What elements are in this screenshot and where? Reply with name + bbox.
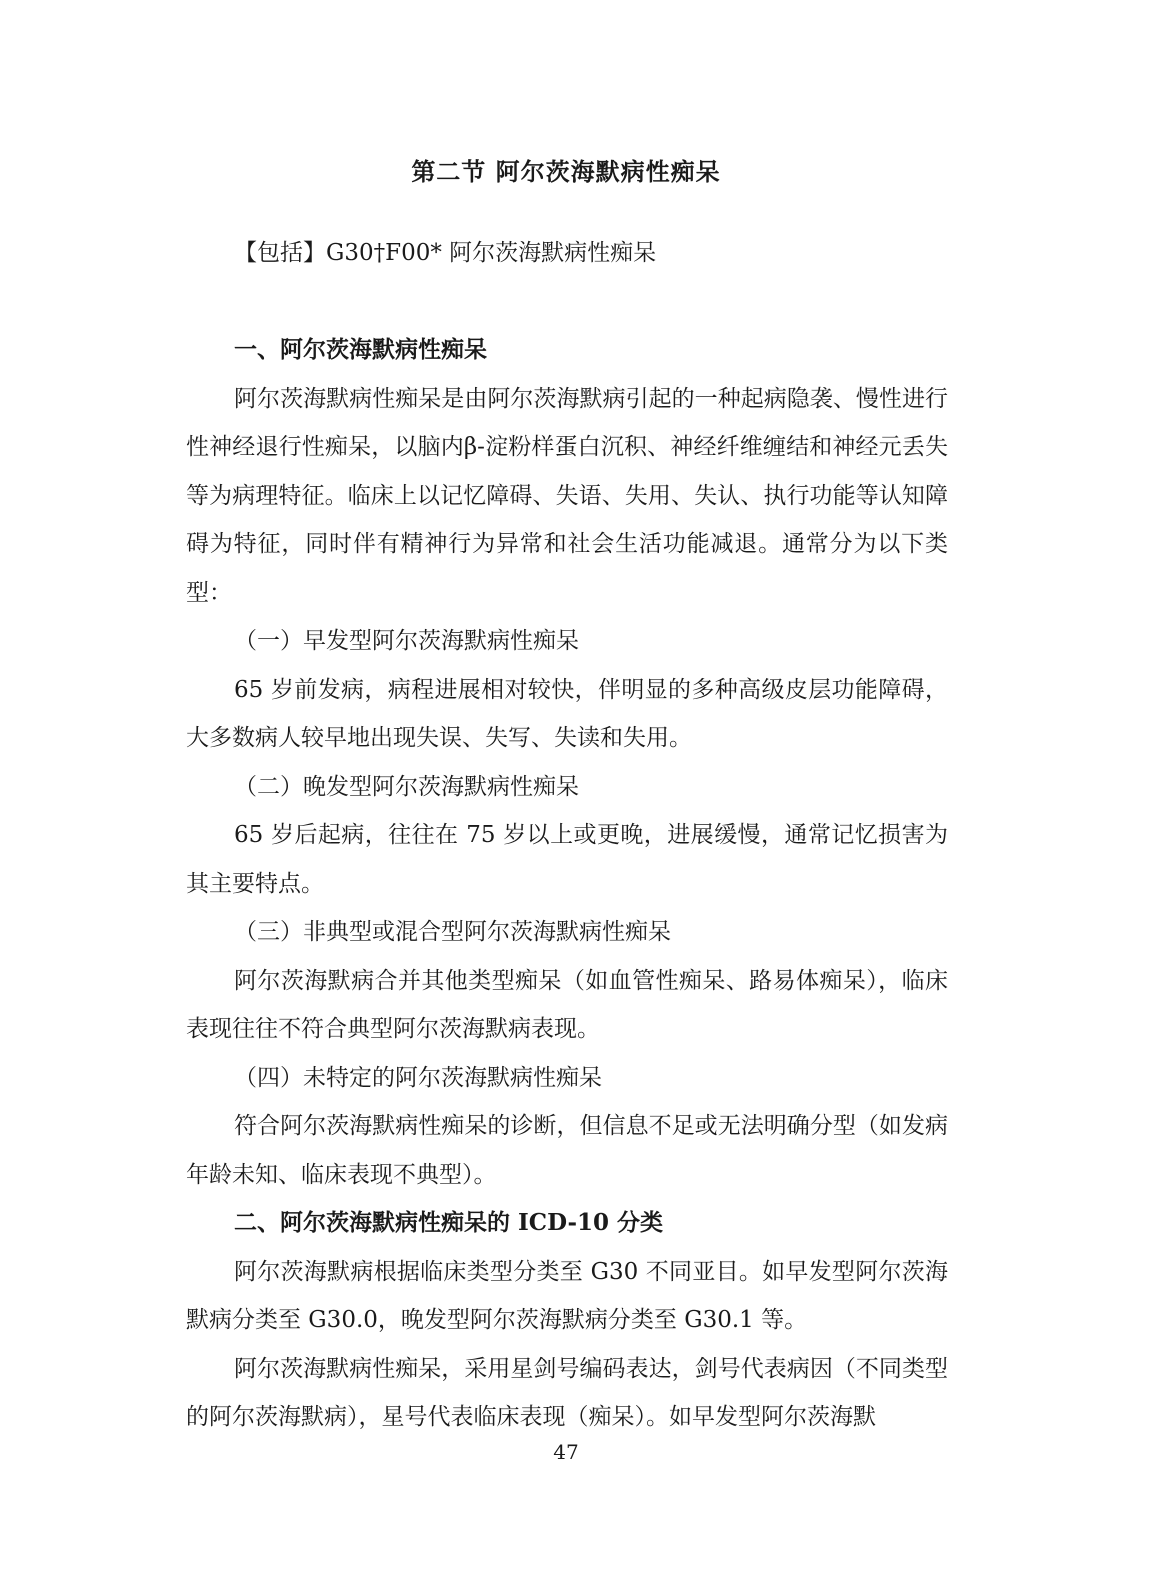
subheading-late-onset: （二）晚发型阿尔茨海默病性痴呆 bbox=[234, 773, 579, 800]
paragraph-unspecified: 符合阿尔茨海默病性痴呆的诊断，但信息不足或无法明确分型（如发病年龄未知、临床表现不典型）。 bbox=[186, 1113, 948, 1188]
paragraph-icd10-subcategories: 阿尔茨海默病根据临床类型分类至 G30 不同亚目。如早发型阿尔茨海默病分类至 G30.0，晚发型阿尔茨海默病分类至 G30.1 等。 bbox=[186, 1258, 948, 1333]
section-title: 第二节 阿尔茨海默病性痴呆 bbox=[411, 157, 721, 186]
body-text bbox=[186, 326, 948, 1442]
subheading-unspecified: （四）未特定的阿尔茨海默病性痴呆 bbox=[234, 1064, 602, 1091]
paragraph-definition: 阿尔茨海默病性痴呆是由阿尔茨海默病引起的一种起病隐袭、慢性进行性神经退行性痴呆，以脑内β-淀粉样蛋白沉积、神经纤维缠结和神经元丢失等为病理特征。临床上以记忆障碍、失语、失用、失认、执行功能等认知障碍为特征，同时伴有精神行为异常和社会生活功能减退。通常分为以下类型： bbox=[186, 385, 948, 606]
paragraph-atypical-mixed: 阿尔茨海默病合并其他类型痴呆（如血管性痴呆、路易体痴呆），临床表现往往不符合典型阿尔茨海默病表现。 bbox=[186, 967, 948, 1042]
heading-alzheimer-dementia: 一、阿尔茨海默病性痴呆 bbox=[234, 336, 487, 363]
paragraph-early-onset: 65 岁前发病，病程进展相对较快，伴明显的多种高级皮层功能障碍，大多数病人较早地出现失误、失写、失读和失用。 bbox=[186, 676, 948, 751]
paragraph-dagger-asterisk: 阿尔茨海默病性痴呆，采用星剑号编码表达，剑号代表病因（不同类型的阿尔茨海默病），星号代表临床表现（痴呆）。如早发型阿尔茨海默 bbox=[186, 1355, 948, 1430]
heading-icd10-classification: 二、阿尔茨海默病性痴呆的 ICD-10 分类 bbox=[234, 1209, 664, 1236]
include-line: 【包括】G30†F00* 阿尔茨海默病性痴呆 bbox=[234, 240, 657, 266]
subheading-atypical-mixed: （三）非典型或混合型阿尔茨海默病性痴呆 bbox=[234, 919, 671, 945]
page-number: 47 bbox=[553, 1440, 579, 1464]
paragraph-late-onset: 65 岁后起病，往往在 75 岁以上或更晚，进展缓慢，通常记忆损害为其主要特点。 bbox=[186, 822, 948, 897]
subheading-early-onset: （一）早发型阿尔茨海默病性痴呆 bbox=[234, 628, 579, 654]
